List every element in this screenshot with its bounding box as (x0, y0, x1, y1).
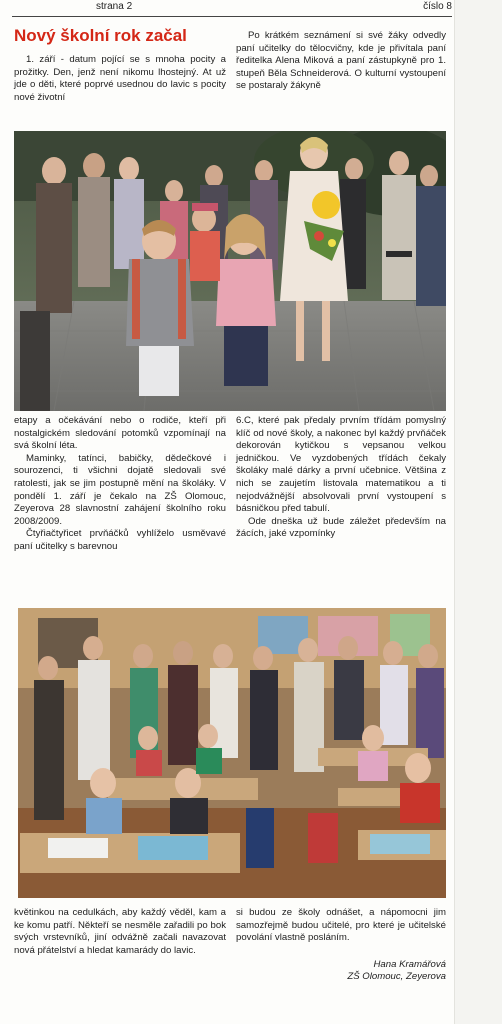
paragraph-key-ceremony: 6.C, které pak předaly prvním třídám pomyslný klíč od nové školy, a nakonec byl každý prvňáček dekorován kytičkou s vepsanou velkou jedničkou. Ve vyzdobených třídách čekaly školáky malé dárky a první učebnice. Většina z nich se zaujetím listovala matematikou a ti nejodvážnější absolvovali první vystoupení s básničkou před tabulí. (236, 415, 446, 515)
article-title: Nový školní rok začal (14, 26, 187, 45)
column-middle-right (236, 415, 446, 541)
paragraph-expectations: etapy a očekávání nebo o rodiče, kteří při nostalgickém sledování potomků vzpomínají na svá školní léta. (14, 415, 226, 452)
column-bottom-left (14, 907, 226, 957)
photo-classroom (18, 608, 446, 898)
paragraph-families: Maminky, tatínci, babičky, dědečkové i sourozenci, ti všichni dojatě sledovali své ratolesti, jak se jim postupně mění na školáky. V pondělí 1. září je čekalo na ZŠ Olomouc, Zeyerova 28 slavnostní zahájení školního roku 2008/2009. (14, 452, 226, 527)
column-middle-left (14, 415, 226, 554)
paragraph-teachers: si budou ze školy odnášet, a nápomocni jim samozřejmě budou učitelé, pro které je učitelské povolání vlastně posláním. (236, 907, 446, 944)
paragraph-welcome: Po krátkém seznámení si své žáky odvedly paní učitelky do tělocvičny, kde je přivítala paní ředitelka Alena Miková a paní zástupkyně pro 1. stupeň Běla Schneiderová. O kulturní vystoupení se postaraly žákyně (236, 30, 446, 92)
author-name: Hana Kramářová (373, 958, 446, 970)
author-school: ZŠ Olomouc, Zeyerova (347, 971, 446, 983)
paragraph-flowers: květinkou na cedulkách, aby každý věděl, kam a ke komu patří. Někteří se nesměle zařadili po bok svých vrstevníků, jiní odvážně začali navazovat nová přátelství a hledat kamarády do lavic. (14, 907, 226, 956)
column-bottom-right (236, 907, 446, 984)
page-header (12, 0, 452, 17)
column-top-left (14, 26, 226, 104)
column-top-right (236, 30, 446, 93)
page-number-label: strana 2 (96, 1, 133, 12)
paragraph-intro: 1. září - datum pojící se s mnoha pocity a prožitky. Den, jenž není nikomu lhostejný. At už jde o děti, které poprvé usednou do lavic s pocity nové životní (14, 54, 226, 103)
photo-school-courtyard (14, 131, 446, 411)
paragraph-first-graders: Čtyřiačtyřicet prvňáčků vyhlíželo usměvavé paní učitelky s barevnou (14, 528, 226, 552)
paragraph-memories: Ode dneška už bude záležet především na žácích, jaké vzpomínky (236, 515, 446, 540)
adjacent-page-strip (454, 0, 502, 1024)
issue-number-label: číslo 8 (423, 1, 452, 12)
